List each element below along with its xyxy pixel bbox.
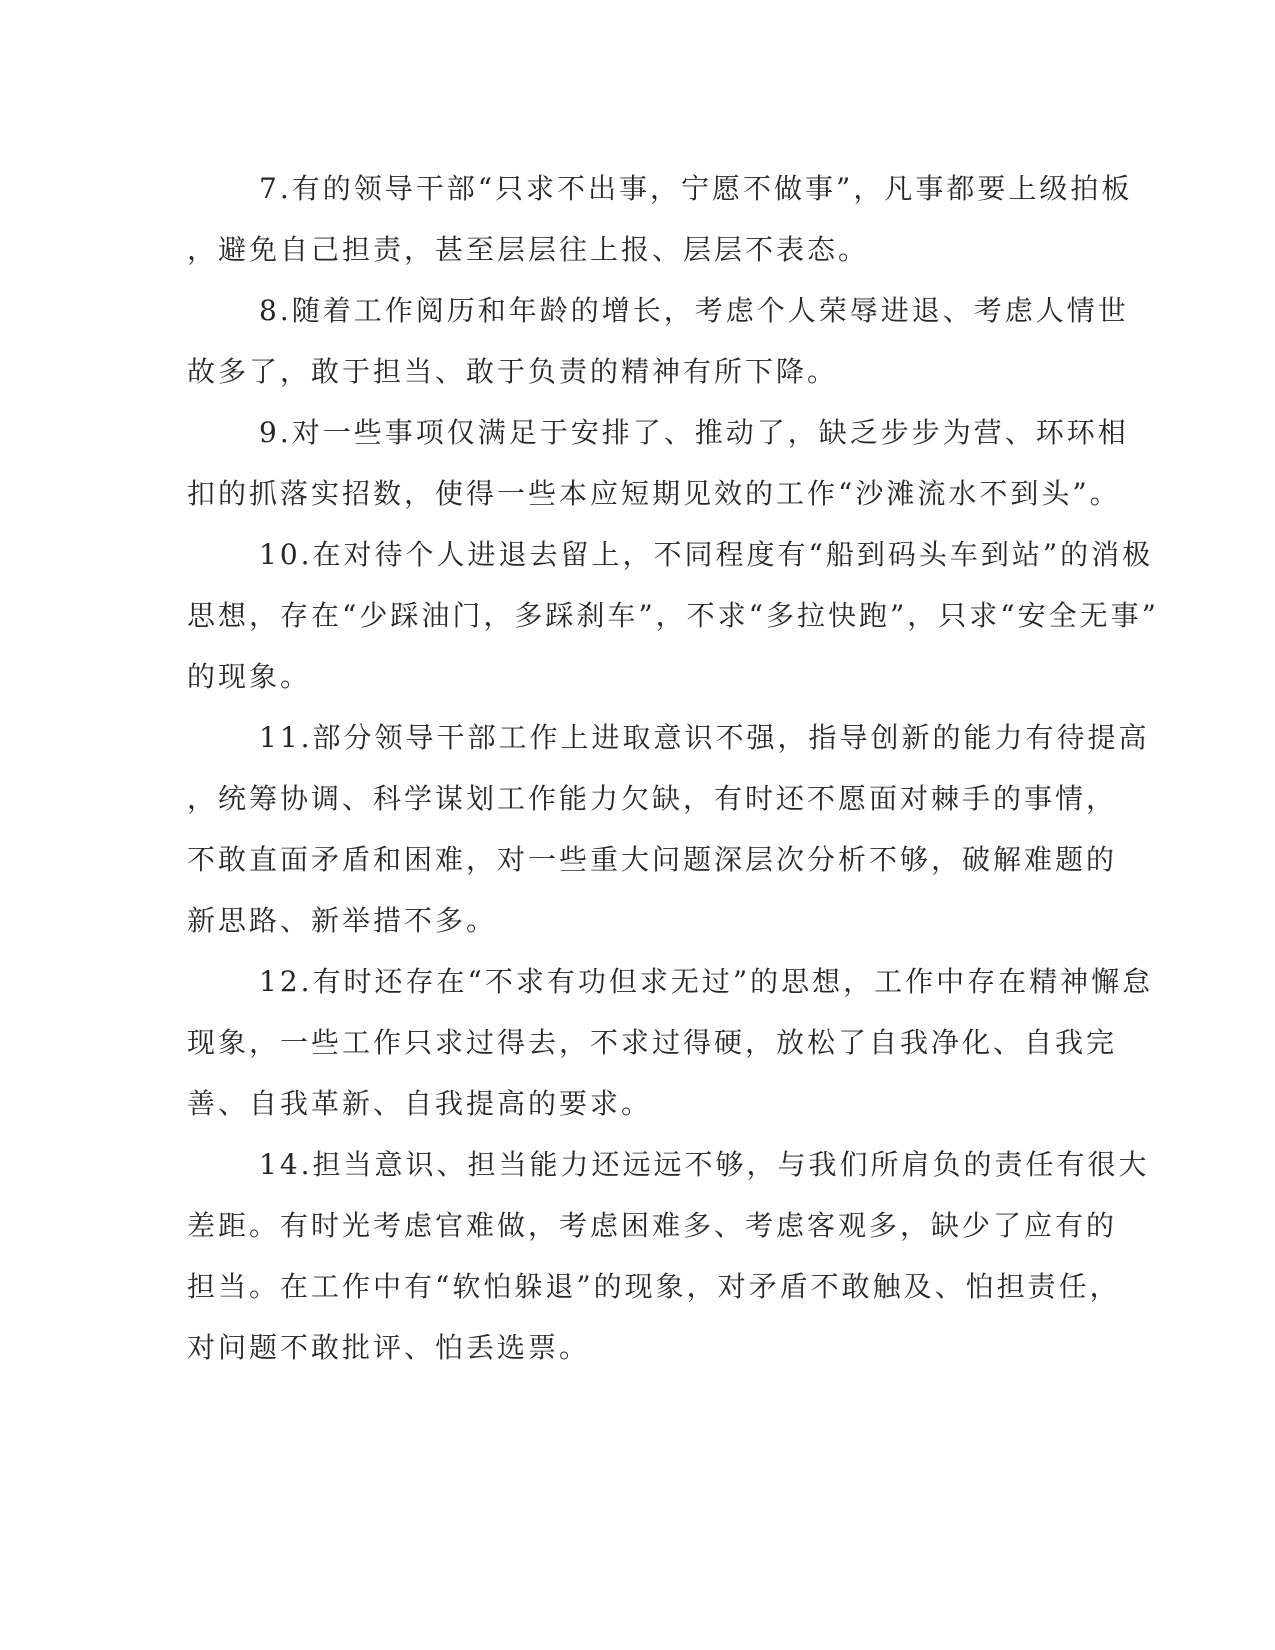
- paragraph-item-8: [187, 280, 1129, 402]
- paragraph-line: 扣的抓落实招数，使得一些本应短期见效的工作“沙滩流水不到头”。: [187, 477, 1121, 510]
- paragraph-line: ，统筹协调、科学谋划工作能力欠缺，有时还不愿面对棘手的事情，: [187, 782, 1118, 815]
- paragraph-line: 10.在对待个人进退去留上，不同程度有“船到码头车到站”的消极: [259, 538, 1154, 571]
- paragraph-line: 担当。在工作中有“软怕躲退”的现象，对矛盾不敢触及、怕担责任，: [187, 1270, 1121, 1303]
- paragraph-item-12: [187, 951, 1154, 1134]
- paragraph-line: 善、自我革新、自我提高的要求。: [187, 1087, 653, 1120]
- paragraph-line: 11.部分领导干部工作上进取意识不强，指导创新的能力有待提高: [259, 721, 1150, 754]
- paragraph-item-7: [187, 158, 1133, 280]
- paragraph-line: 12.有时还存在“不求有功但求无过”的思想，工作中存在精神懈怠: [259, 965, 1154, 998]
- paragraph-line: ，避免自己担责，甚至层层往上报、层层不表态。: [187, 233, 870, 266]
- paragraph-line: 故多了，敢于担当、敢于负责的精神有所下降。: [187, 355, 839, 388]
- paragraph-line: 8.随着工作阅历和年龄的增长，考虑个人荣辱进退、考虑人情世: [259, 294, 1129, 327]
- paragraph-line: 的现象。: [187, 660, 312, 693]
- paragraph-line: 思想，存在“少踩油门，多踩刹车”，不求“多拉快跑”，只求“安全无事”: [187, 599, 1159, 632]
- paragraph-line: 14.担当意识、担当能力还远远不够，与我们所肩负的责任有很大: [259, 1148, 1150, 1181]
- paragraph-item-10: [187, 524, 1159, 707]
- paragraph-line: 9.对一些事项仅满足于安排了、推动了，缺乏步步为营、环环相: [259, 416, 1129, 449]
- document-body: [187, 158, 1159, 1378]
- paragraph-item-11: [187, 707, 1150, 951]
- paragraph-line: 7.有的领导干部“只求不出事，宁愿不做事”，凡事都要上级拍板: [259, 172, 1133, 205]
- paragraph-line: 对问题不敢批评、怕丢选票。: [187, 1331, 591, 1364]
- paragraph-line: 现象，一些工作只求过得去，不求过得硬，放松了自我净化、自我完: [187, 1026, 1118, 1059]
- paragraph-item-14: [187, 1134, 1150, 1378]
- paragraph-line: 不敢直面矛盾和困难，对一些重大问题深层次分析不够，破解难题的: [187, 843, 1118, 876]
- paragraph-line: 差距。有时光考虑官难做，考虑困难多、考虑客观多，缺少了应有的: [187, 1209, 1118, 1242]
- paragraph-item-9: [187, 402, 1129, 524]
- paragraph-line: 新思路、新举措不多。: [187, 904, 498, 937]
